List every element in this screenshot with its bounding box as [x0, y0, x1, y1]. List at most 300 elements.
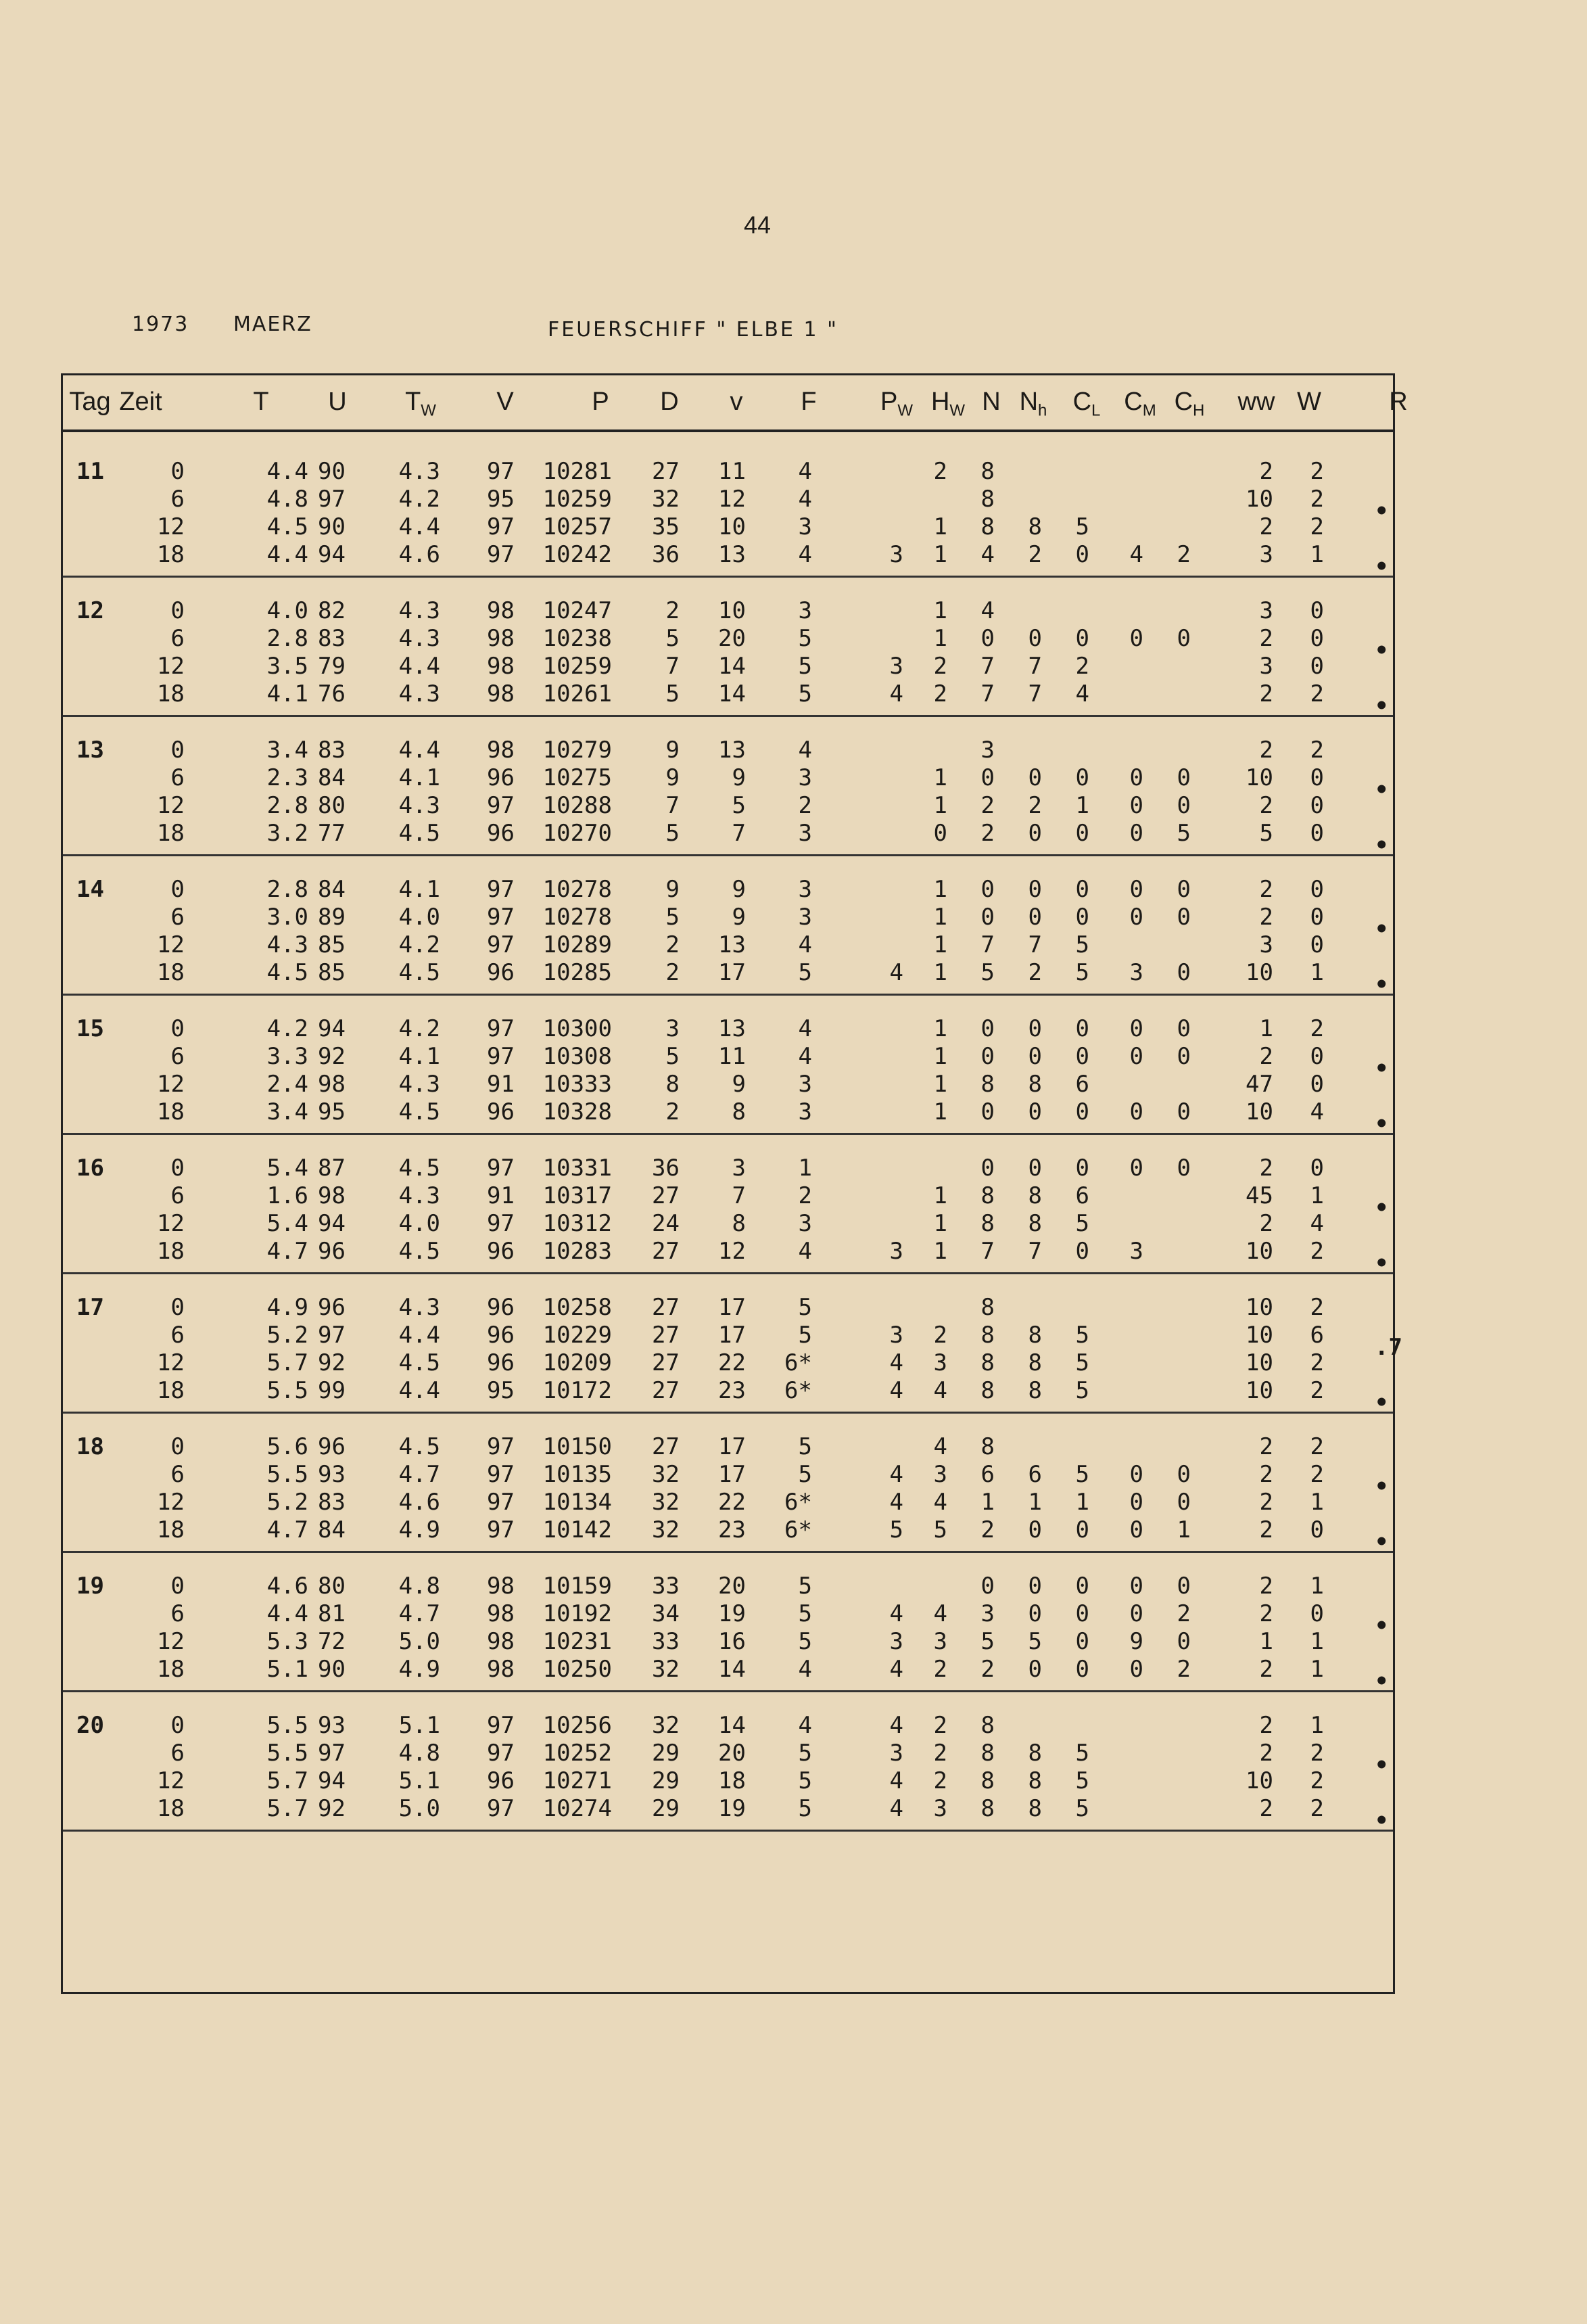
- table-cell: 98: [487, 1573, 515, 1600]
- table-cell: 5.4: [266, 1210, 308, 1237]
- table-cell: 87: [318, 1155, 346, 1182]
- table-cell: 10317: [542, 1182, 612, 1209]
- day-label: 16: [76, 1155, 104, 1182]
- table-cell: 1: [933, 931, 947, 958]
- table-cell: 1: [1177, 1516, 1191, 1543]
- table-cell: 6: [170, 1322, 185, 1349]
- table-cell: 76: [318, 680, 346, 707]
- table-cell: 18: [157, 1516, 185, 1543]
- table-cell: 4: [798, 1015, 812, 1042]
- table-cell: 16: [718, 1628, 746, 1655]
- table-cell: 4.5: [266, 513, 308, 540]
- table-cell: 4: [889, 1795, 903, 1822]
- table-cell: 1: [933, 541, 947, 568]
- table-cell: 94: [318, 1210, 346, 1237]
- table-cell: 7: [980, 931, 995, 958]
- table-cell: 10300: [542, 1015, 612, 1042]
- table-cell: 4.7: [398, 1461, 440, 1488]
- table-cell: 0: [170, 1573, 185, 1600]
- table-cell: 0: [170, 1433, 185, 1460]
- table-cell: 1: [933, 513, 947, 540]
- table-cell: 45: [1246, 1182, 1273, 1209]
- table-cell: 3: [798, 820, 812, 847]
- table-cell: 0: [1075, 820, 1089, 847]
- table-cell: 12: [157, 1349, 185, 1376]
- table-cell: 8: [980, 1767, 995, 1794]
- table-cell: 8: [1028, 1071, 1042, 1098]
- table-cell: 8: [1028, 1767, 1042, 1794]
- table-cell: 10172: [542, 1377, 612, 1404]
- table-cell: 4.7: [266, 1516, 308, 1543]
- table-cell: 2: [798, 792, 812, 819]
- day-separator: [63, 1690, 1393, 1692]
- table-cell: 85: [318, 959, 346, 986]
- table-cell: 10238: [542, 625, 612, 652]
- table-cell: 0: [1028, 820, 1042, 847]
- table-cell: 0: [1310, 1516, 1324, 1543]
- day-label: 18: [76, 1433, 104, 1460]
- table-cell: 7: [1028, 680, 1042, 707]
- table-cell: 98: [487, 737, 515, 764]
- table-cell: 4.9: [398, 1516, 440, 1543]
- table-cell: 0: [170, 1155, 185, 1182]
- table-cell: 5.7: [266, 1349, 308, 1376]
- table-cell: 3: [798, 513, 812, 540]
- table-cell: 5: [1075, 513, 1089, 540]
- table-cell: 0: [1177, 876, 1191, 903]
- table-cell: 4: [1310, 1210, 1324, 1237]
- day-label: 17: [76, 1294, 104, 1321]
- table-cell: 7: [1028, 931, 1042, 958]
- table-cell: 4: [889, 1712, 903, 1739]
- table-cell: 2.3: [266, 764, 308, 791]
- table-cell: 3: [1259, 541, 1273, 568]
- table-cell: 95: [487, 486, 515, 513]
- table-cell: 2: [933, 653, 947, 680]
- table-cell: 10252: [542, 1740, 612, 1767]
- table-cell: 5: [798, 625, 812, 652]
- table-cell: 10135: [542, 1461, 612, 1488]
- table-cell: 5: [798, 1433, 812, 1460]
- table-cell: 4: [980, 597, 995, 624]
- column-header-cl: $C_L$: [1072, 388, 1101, 420]
- table-cell: 0: [1177, 1628, 1191, 1655]
- table-cell: 10259: [542, 486, 612, 513]
- table-cell: 4.8: [398, 1740, 440, 1767]
- table-cell: 10: [1246, 1098, 1273, 1125]
- table-cell: 10308: [542, 1043, 612, 1070]
- table-cell: 8: [1028, 1349, 1042, 1376]
- table-cell: 98: [318, 1182, 346, 1209]
- table-cell: 2: [1259, 1600, 1273, 1627]
- table-cell: 0: [1028, 1015, 1042, 1042]
- table-cell: 22: [718, 1349, 746, 1376]
- table-cell: 4.4: [266, 541, 308, 568]
- table-cell: 2: [1259, 1712, 1273, 1739]
- table-cell: 97: [487, 904, 515, 931]
- table-cell: 4.4: [398, 1377, 440, 1404]
- table-cell: 32: [652, 1656, 680, 1683]
- column-header-tw: $T_W$: [405, 388, 436, 420]
- table-cell: 83: [318, 737, 346, 764]
- table-cell: 4: [889, 1767, 903, 1794]
- table-cell: 0: [1028, 1043, 1042, 1070]
- table-cell: 12: [157, 1210, 185, 1237]
- table-cell: 1: [1028, 1489, 1042, 1516]
- table-cell: 7: [980, 653, 995, 680]
- table-cell: 0: [1075, 1155, 1089, 1182]
- table-cell: 94: [318, 1015, 346, 1042]
- remark-cell: •: [1375, 637, 1389, 664]
- table-cell: 98: [487, 597, 515, 624]
- table-cell: 0: [1310, 597, 1324, 624]
- table-cell: 2: [1177, 1656, 1191, 1683]
- table-cell: 18: [157, 1377, 185, 1404]
- table-cell: 81: [318, 1600, 346, 1627]
- table-cell: 5: [798, 1461, 812, 1488]
- table-cell: 8: [980, 1740, 995, 1767]
- table-cell: 5.5: [266, 1740, 308, 1767]
- table-cell: 29: [652, 1795, 680, 1822]
- table-cell: 0: [170, 1294, 185, 1321]
- table-cell: 98: [487, 680, 515, 707]
- table-cell: 10: [1246, 486, 1273, 513]
- table-cell: 10312: [542, 1210, 612, 1237]
- table-cell: 4.7: [398, 1600, 440, 1627]
- table-cell: 0: [170, 597, 185, 624]
- table-cell: 4: [798, 486, 812, 513]
- table-cell: 8: [1028, 513, 1042, 540]
- table-cell: 96: [318, 1433, 346, 1460]
- table-cell: 4.5: [398, 1349, 440, 1376]
- table-cell: 10229: [542, 1322, 612, 1349]
- table-cell: 0: [1129, 876, 1143, 903]
- table-cell: 0: [1129, 820, 1143, 847]
- table-cell: 4.9: [266, 1294, 308, 1321]
- table-cell: 5.5: [266, 1712, 308, 1739]
- table-cell: 96: [487, 1322, 515, 1349]
- table-cell: 0: [170, 1015, 185, 1042]
- table-cell: 4: [1310, 1098, 1324, 1125]
- table-cell: 10274: [542, 1795, 612, 1822]
- table-cell: 96: [487, 1294, 515, 1321]
- table-cell: 6*: [784, 1349, 812, 1376]
- table-cell: 82: [318, 597, 346, 624]
- table-cell: 4.6: [398, 541, 440, 568]
- table-cell: 27: [652, 1322, 680, 1349]
- table-cell: 4.3: [398, 792, 440, 819]
- table-cell: 1: [1310, 1712, 1324, 1739]
- table-cell: 13: [718, 931, 746, 958]
- table-cell: 10150: [542, 1433, 612, 1460]
- table-cell: 97: [487, 1155, 515, 1182]
- table-cell: 92: [318, 1795, 346, 1822]
- table-cell: 0: [1177, 792, 1191, 819]
- table-cell: 4.7: [266, 1238, 308, 1265]
- table-cell: 91: [487, 1071, 515, 1098]
- table-cell: 2: [933, 458, 947, 485]
- table-cell: 4: [889, 1656, 903, 1683]
- table-cell: 6: [170, 904, 185, 931]
- table-cell: 2: [1310, 1294, 1324, 1321]
- table-cell: 4.4: [398, 513, 440, 540]
- table-cell: 5: [933, 1516, 947, 1543]
- table-cell: 2: [1310, 1767, 1324, 1794]
- table-cell: 2: [1028, 541, 1042, 568]
- remark-cell: •: [1375, 832, 1389, 859]
- table-cell: 5: [1259, 820, 1273, 847]
- table-cell: 4: [798, 931, 812, 958]
- table-cell: 5.1: [398, 1712, 440, 1739]
- table-cell: 9: [732, 764, 746, 791]
- table-cell: 2: [980, 820, 995, 847]
- table-cell: 0: [1129, 1573, 1143, 1600]
- table-cell: 98: [318, 1071, 346, 1098]
- table-cell: 10: [1246, 1322, 1273, 1349]
- table-cell: 10288: [542, 792, 612, 819]
- table-cell: 3: [798, 597, 812, 624]
- table-cell: 96: [318, 1294, 346, 1321]
- remark-cell: •: [1375, 693, 1389, 720]
- table-cell: 4.0: [398, 1210, 440, 1237]
- table-cell: 0: [170, 737, 185, 764]
- table-cell: 80: [318, 792, 346, 819]
- table-cell: 0: [1177, 764, 1191, 791]
- table-cell: 2: [933, 1767, 947, 1794]
- table-cell: 4: [889, 1377, 903, 1404]
- table-cell: 0: [1310, 1155, 1324, 1182]
- table-cell: 96: [318, 1238, 346, 1265]
- table-cell: 4: [798, 1656, 812, 1683]
- column-header-pw: $P_W$: [880, 388, 914, 420]
- table-cell: 10247: [542, 597, 612, 624]
- table-cell: 6: [1028, 1461, 1042, 1488]
- table-cell: 2: [1310, 680, 1324, 707]
- table-cell: 14: [718, 653, 746, 680]
- table-cell: 27: [652, 1294, 680, 1321]
- table-cell: 1: [933, 625, 947, 652]
- table-cell: 89: [318, 904, 346, 931]
- table-cell: 0: [1075, 1600, 1089, 1627]
- table-cell: 18: [157, 1098, 185, 1125]
- table-cell: 10270: [542, 820, 612, 847]
- table-cell: 1: [933, 876, 947, 903]
- table-cell: 5: [665, 680, 680, 707]
- table-cell: 2: [1259, 680, 1273, 707]
- table-cell: 6: [170, 1600, 185, 1627]
- table-cell: 1: [933, 1182, 947, 1209]
- table-cell: 3: [665, 1015, 680, 1042]
- table-cell: 8: [1028, 1182, 1042, 1209]
- table-cell: 7: [732, 1182, 746, 1209]
- table-cell: 2: [1310, 1238, 1324, 1265]
- table-cell: 4: [889, 1600, 903, 1627]
- table-cell: 5.1: [398, 1767, 440, 1794]
- table-cell: 0: [1075, 1043, 1089, 1070]
- table-cell: 5: [798, 653, 812, 680]
- table-cell: 8: [980, 1322, 995, 1349]
- table-cell: 2: [1310, 1740, 1324, 1767]
- table-cell: 2: [1259, 792, 1273, 819]
- table-cell: 6: [170, 1461, 185, 1488]
- table-cell: 97: [487, 1795, 515, 1822]
- table-cell: 6: [170, 625, 185, 652]
- table-cell: 6: [1075, 1182, 1089, 1209]
- table-cell: 2: [1310, 1377, 1324, 1404]
- table-cell: 29: [652, 1740, 680, 1767]
- table-cell: 4.3: [398, 458, 440, 485]
- table-cell: 2: [1075, 653, 1089, 680]
- table-cell: 5: [889, 1516, 903, 1543]
- table-cell: 2.8: [266, 625, 308, 652]
- table-cell: 96: [487, 1098, 515, 1125]
- table-cell: 0: [1129, 1098, 1143, 1125]
- table-cell: 2: [1177, 1600, 1191, 1627]
- table-cell: 10: [1246, 1294, 1273, 1321]
- table-cell: 0: [1129, 1015, 1143, 1042]
- table-cell: 96: [487, 1767, 515, 1794]
- table-cell: 1: [1259, 1628, 1273, 1655]
- table-cell: 19: [718, 1600, 746, 1627]
- table-cell: 10242: [542, 541, 612, 568]
- table-cell: 2: [1310, 1349, 1324, 1376]
- table-cell: 0: [1028, 1573, 1042, 1600]
- table-cell: 0: [1177, 1155, 1191, 1182]
- column-header-u: U: [328, 388, 347, 416]
- table-cell: 0: [1075, 904, 1089, 931]
- table-cell: 0: [980, 1155, 995, 1182]
- table-cell: 0: [1310, 625, 1324, 652]
- table-cell: 4: [933, 1433, 947, 1460]
- table-cell: 5: [798, 1322, 812, 1349]
- table-cell: 4.4: [266, 458, 308, 485]
- table-cell: 4.8: [398, 1573, 440, 1600]
- day-separator: [63, 576, 1393, 578]
- column-header-tag: Tag: [69, 388, 111, 416]
- table-cell: 0: [933, 820, 947, 847]
- table-cell: 4: [980, 541, 995, 568]
- table-cell: 3: [889, 1740, 903, 1767]
- table-cell: 10159: [542, 1573, 612, 1600]
- table-cell: 33: [652, 1628, 680, 1655]
- table-cell: 0: [1310, 931, 1324, 958]
- table-cell: 3.3: [266, 1043, 308, 1070]
- remark-cell: •: [1375, 916, 1389, 943]
- table-cell: 4.4: [398, 737, 440, 764]
- table-cell: 7: [980, 1238, 995, 1265]
- table-cell: 0: [980, 625, 995, 652]
- table-cell: 92: [318, 1349, 346, 1376]
- table-cell: 0: [1129, 1600, 1143, 1627]
- table-cell: 2: [1259, 513, 1273, 540]
- table-cell: 2: [933, 1712, 947, 1739]
- table-cell: 12: [157, 653, 185, 680]
- table-cell: 12: [157, 931, 185, 958]
- table-cell: 4.2: [266, 1015, 308, 1042]
- table-cell: 5.5: [266, 1461, 308, 1488]
- table-cell: 6*: [784, 1489, 812, 1516]
- table-cell: 4.4: [266, 1600, 308, 1627]
- table-cell: 0: [1310, 792, 1324, 819]
- table-cell: 10: [718, 597, 746, 624]
- table-cell: 6: [1075, 1071, 1089, 1098]
- table-cell: 5.6: [266, 1433, 308, 1460]
- table-cell: 1: [933, 959, 947, 986]
- table-cell: 1: [1310, 1573, 1324, 1600]
- table-cell: 83: [318, 1489, 346, 1516]
- table-cell: 8: [980, 1377, 995, 1404]
- table-cell: 0: [1177, 1043, 1191, 1070]
- remark-cell: •: [1375, 1055, 1389, 1082]
- table-cell: 97: [318, 486, 346, 513]
- table-cell: 20: [718, 1740, 746, 1767]
- table-cell: 11: [718, 1043, 746, 1070]
- table-cell: 97: [487, 458, 515, 485]
- table-cell: 4.3: [398, 597, 440, 624]
- table-cell: 3: [933, 1628, 947, 1655]
- table-cell: 4.3: [398, 625, 440, 652]
- table-cell: 0: [1028, 876, 1042, 903]
- table-cell: 97: [487, 876, 515, 903]
- table-cell: 91: [487, 1182, 515, 1209]
- table-cell: 12: [718, 486, 746, 513]
- table-cell: 18: [157, 1795, 185, 1822]
- table-cell: 2: [1259, 904, 1273, 931]
- table-cell: 4: [933, 1600, 947, 1627]
- table-cell: 5.5: [266, 1377, 308, 1404]
- table-cell: 4: [889, 1461, 903, 1488]
- column-header-r: R: [1389, 388, 1408, 416]
- table-cell: 32: [652, 1461, 680, 1488]
- table-cell: 6*: [784, 1516, 812, 1543]
- table-cell: 94: [318, 541, 346, 568]
- table-cell: 4.5: [398, 1098, 440, 1125]
- day-separator: [63, 1830, 1393, 1832]
- day-label: 12: [76, 597, 104, 624]
- table-cell: 2: [980, 1516, 995, 1543]
- table-cell: 0: [1075, 541, 1089, 568]
- table-cell: 10328: [542, 1098, 612, 1125]
- table-cell: 4: [933, 1377, 947, 1404]
- day-label: 15: [76, 1015, 104, 1042]
- table-cell: 12: [157, 513, 185, 540]
- table-cell: 8: [980, 1182, 995, 1209]
- table-cell: 5: [1075, 959, 1089, 986]
- table-cell: 1: [933, 904, 947, 931]
- table-cell: 1: [933, 1043, 947, 1070]
- table-cell: 1: [933, 764, 947, 791]
- table-cell: 6: [170, 1182, 185, 1209]
- table-cell: 10279: [542, 737, 612, 764]
- table-cell: 2: [1259, 1573, 1273, 1600]
- table-cell: 80: [318, 1573, 346, 1600]
- table-cell: 0: [1177, 1489, 1191, 1516]
- table-cell: 0: [1075, 1516, 1089, 1543]
- table-cell: 0: [1028, 1600, 1042, 1627]
- remark-cell: •: [1375, 1612, 1389, 1640]
- table-cell: 5: [798, 1573, 812, 1600]
- table-cell: 4.3: [398, 1294, 440, 1321]
- table-cell: 8: [980, 1712, 995, 1739]
- table-cell: 10256: [542, 1712, 612, 1739]
- table-cell: 4.1: [398, 764, 440, 791]
- remark-cell: •: [1375, 1473, 1389, 1500]
- table-cell: 4.1: [266, 680, 308, 707]
- table-cell: 4: [889, 1349, 903, 1376]
- table-cell: 2: [665, 1098, 680, 1125]
- table-cell: 2.8: [266, 876, 308, 903]
- table-cell: 9: [1129, 1628, 1143, 1655]
